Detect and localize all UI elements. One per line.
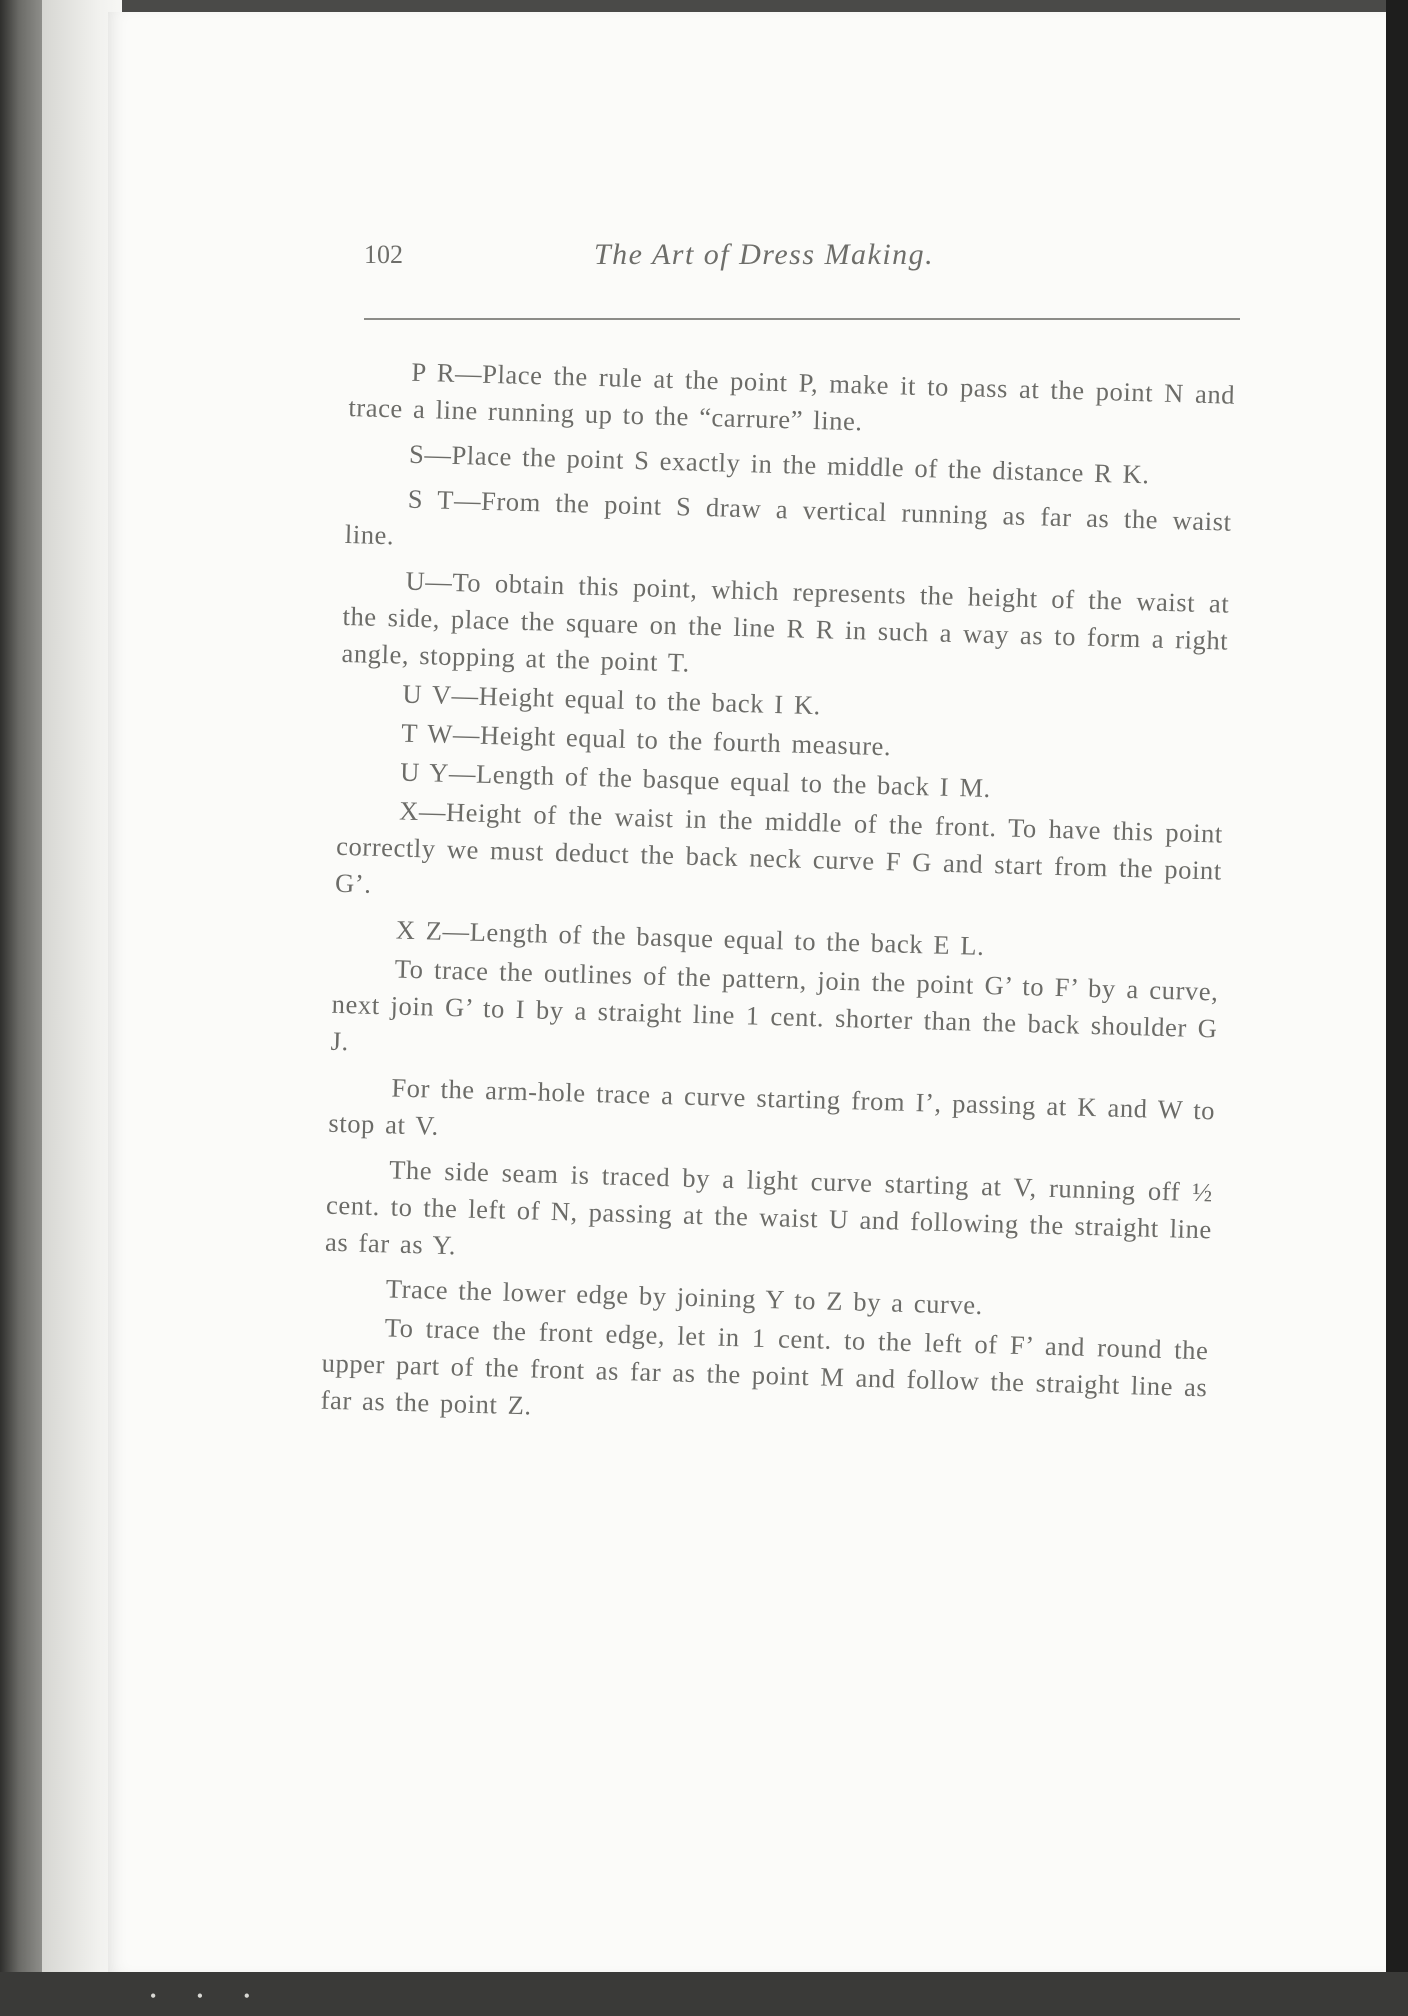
paragraph-p-r: P R—Place the rule at the point P, make it to pass at the point N and trace a line running up to the “carrure” line.: [348, 356, 1236, 437]
right-scan-edge: [1386, 0, 1408, 2016]
paragraph-x-z: X Z—Length of the basque equal to the back E L.: [395, 914, 985, 961]
header-divider: [364, 318, 1240, 320]
page-header: [364, 240, 1240, 280]
paragraph-arm-hole: For the arm-hole trace a curve starting from I’, passing at K and W to stop at V.: [328, 1072, 1216, 1141]
page-body: [320, 352, 1236, 1451]
book-binding-edge: [0, 0, 42, 2016]
paragraph-u-v: U V—Height equal to the back I K.: [402, 678, 822, 721]
paragraph-outlines: To trace the outlines of the pattern, join the point G’ to F’ by a curve, next join G’ to I by a straight line 1 cent. shorter than the back shoulder G J.: [330, 953, 1219, 1057]
running-title: The Art of Dress Making.: [594, 238, 935, 271]
paragraph-u-y: U Y—Length of the basque equal to the back I M.: [399, 756, 992, 804]
paragraph-u: U—To obtain this point, which represents the height of the waist at the side, place the square on the line R R in such a way as to form a right angle, stopping at the point T.: [341, 565, 1230, 678]
paragraph-front-edge: To trace the front edge, let in 1 cent. to the left of F’ and round the upper part of the front as far as the point M and follow the straight line as far as the point Z.: [320, 1312, 1209, 1421]
paragraph-s-t: S T—From the point S draw a vertical running as far as the waist line.: [344, 483, 1233, 551]
paragraph-x: X—Height of the waist in the middle of the front. To have this point correctly we must deduct the back neck curve F G and start from the point G’.: [334, 795, 1224, 899]
paragraph-s: S—Place the point S exactly in the middle of the distance R K.: [408, 438, 1151, 490]
scan-specks: • • •: [150, 1986, 268, 2006]
paragraph-lower-edge: Trace the lower edge by joining Y to Z by a curve.: [385, 1273, 984, 1321]
page-number: 102: [364, 240, 403, 269]
paragraph-side-seam: The side seam is traced by a light curve starting at V, running off ½ cent. to the left of N, passing at the waist U and following the straight line as far as Y.: [324, 1154, 1214, 1261]
paragraph-t-w: T W—Height equal to the fourth measure.: [400, 717, 892, 762]
